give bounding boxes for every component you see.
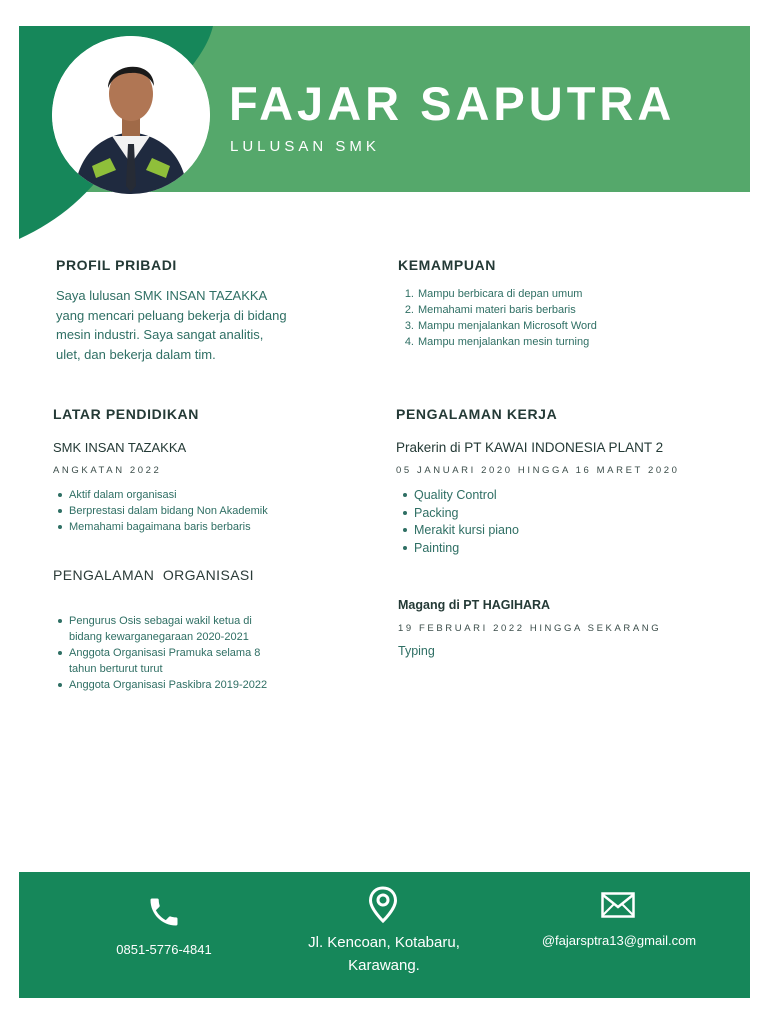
- profile-text: [56, 286, 356, 364]
- job-task: Typing: [398, 644, 435, 658]
- school-name: SMK INSAN TAZAKKA: [53, 440, 187, 455]
- phone-icon: [146, 894, 182, 930]
- email-address[interactable]: @fajarsptra13@gmail.com: [541, 933, 697, 948]
- list-item: 4. Mampu menjalankan mesin turning: [404, 336, 590, 348]
- candidate-name: FAJAR SAPUTRA: [229, 77, 676, 130]
- job-period: 05 JANUARI 2020 HINGGA 16 MARET 2020: [396, 465, 680, 476]
- address-line: Jl. Kencoan, Kotabaru,: [308, 934, 460, 951]
- list-item: 3. Mampu menjalankan Microsoft Word: [404, 320, 597, 332]
- candidate-subtitle: LULUSAN SMK: [230, 138, 380, 155]
- contact-footer: [19, 872, 750, 998]
- profile-line: yang mencari peluang bekerja di bidang: [56, 307, 287, 323]
- work-section-title: PENGALAMAN KERJA: [396, 406, 558, 422]
- profile-line: ulet, dan bekerja dalam tim.: [56, 346, 216, 362]
- location-pin-icon: [368, 886, 398, 924]
- profile-photo: [52, 36, 210, 194]
- job-task-list: [398, 487, 698, 557]
- list-item: Quality Control: [398, 487, 698, 505]
- mail-icon: [601, 892, 635, 918]
- organization-list: [53, 613, 353, 693]
- list-item: Anggota Organisasi Pramuka selama 8 tahun berturut turut: [53, 645, 353, 677]
- profile-line: mesin industri. Saya sangat analitis,: [56, 327, 264, 342]
- organization-section-title: PENGALAMAN ORGANISASI: [53, 567, 254, 583]
- skills-section-title: KEMAMPUAN: [398, 257, 496, 273]
- list-item: Memahami bagaimana baris berbaris: [53, 519, 353, 535]
- education-section-title: LATAR PENDIDIKAN: [53, 406, 199, 422]
- profile-section-title: PROFIL PRIBADI: [56, 257, 177, 273]
- list-item: Pengurus Osis sebagai wakil ketua di bidang kewarganegaraan 2020-2021: [53, 613, 353, 645]
- education-list: [53, 487, 353, 535]
- list-item: 2. Memahami materi baris berbaris: [404, 304, 576, 316]
- person-avatar-icon: [52, 36, 210, 194]
- job-title: Magang di PT HAGIHARA: [398, 598, 551, 612]
- address-line: Karawang.: [348, 957, 420, 974]
- list-item: Anggota Organisasi Paskibra 2019-2022: [53, 677, 353, 693]
- list-item: Merakit kursi piano: [398, 522, 698, 540]
- list-item: Aktif dalam organisasi: [53, 487, 353, 503]
- skills-list: [400, 286, 720, 350]
- phone-number[interactable]: 0851-5776-4841: [116, 942, 212, 957]
- job-title: Prakerin di PT KAWAI INDONESIA PLANT 2: [396, 440, 664, 455]
- job-period: 19 FEBRUARI 2022 HINGGA SEKARANG: [398, 623, 662, 634]
- list-item: Berprestasi dalam bidang Non Akademik: [53, 503, 353, 519]
- list-item: Packing: [398, 505, 698, 523]
- school-batch: ANGKATAN 2022: [53, 465, 162, 476]
- address: [274, 931, 494, 977]
- profile-line: Saya lulusan SMK INSAN TAZAKKA: [56, 288, 268, 303]
- list-item: Painting: [398, 540, 698, 558]
- list-item: 1. Mampu berbicara di depan umum: [404, 288, 583, 300]
